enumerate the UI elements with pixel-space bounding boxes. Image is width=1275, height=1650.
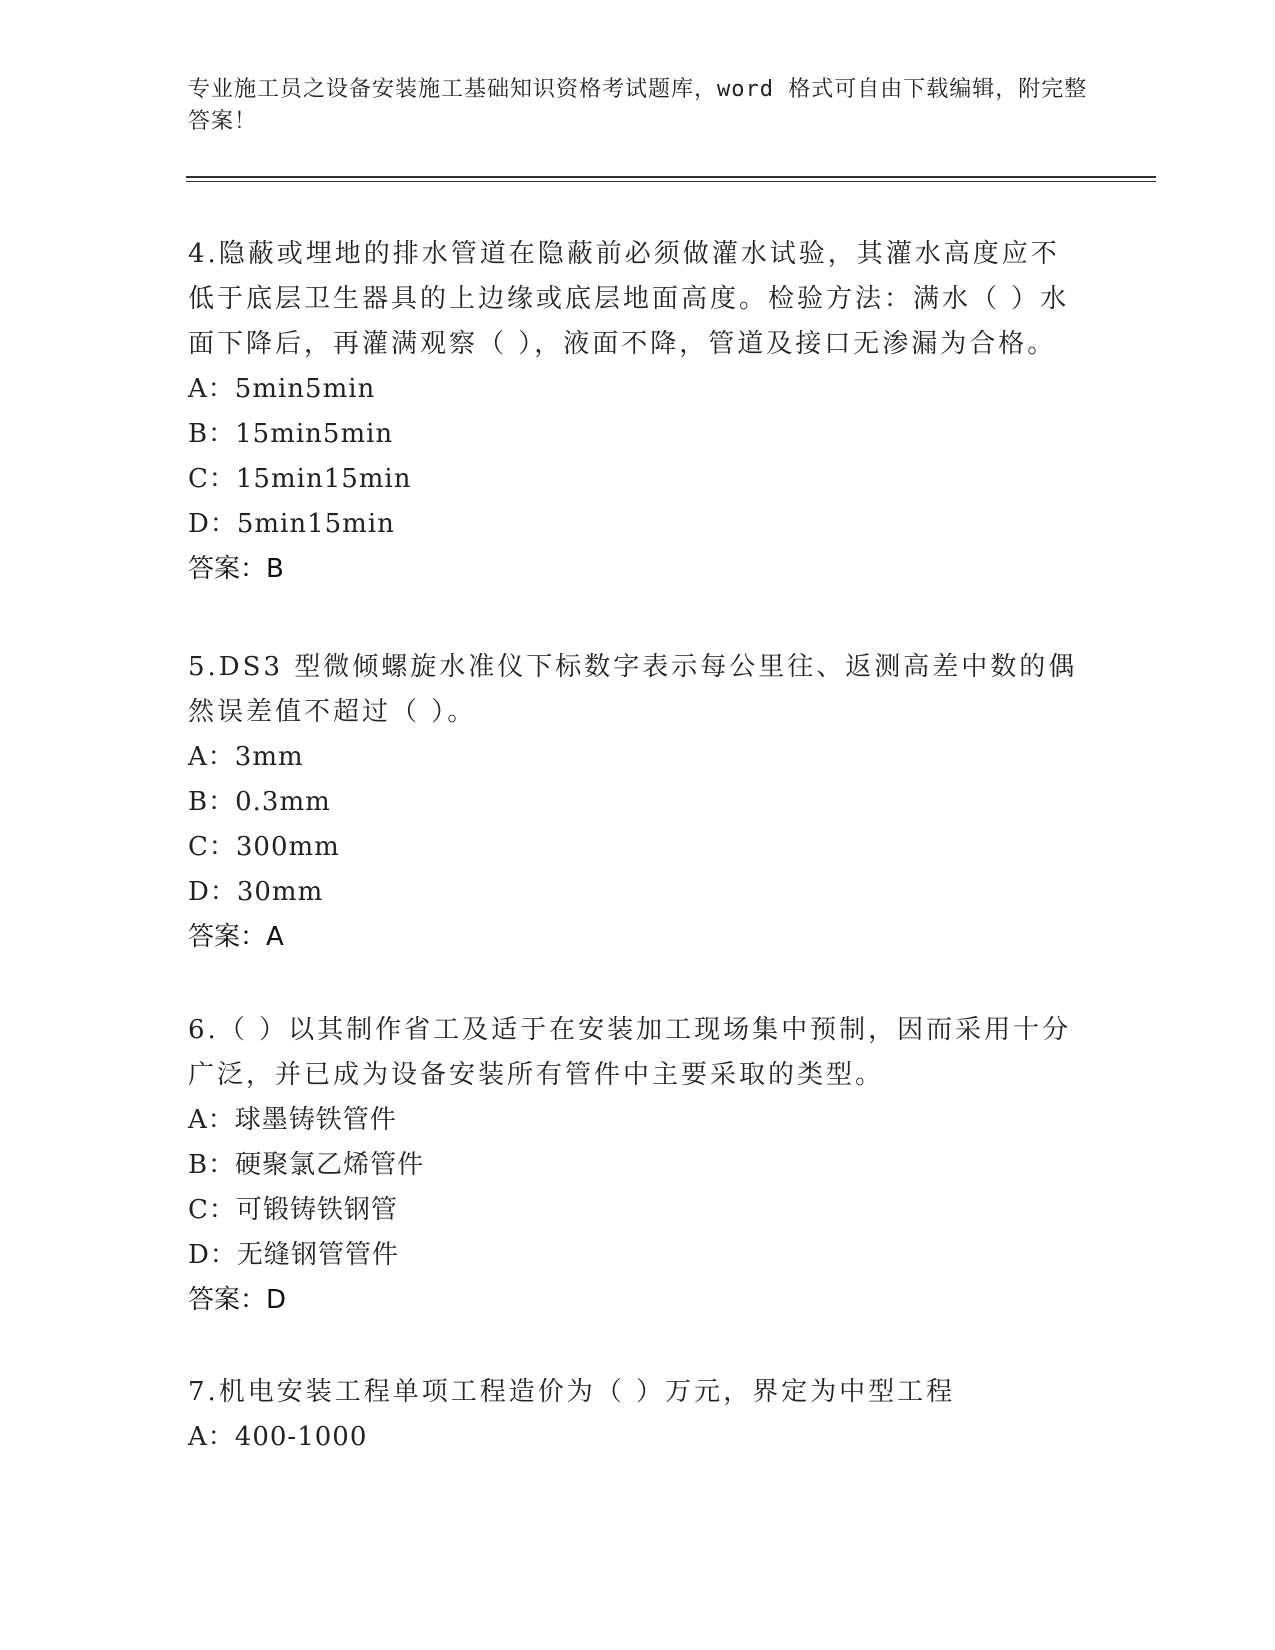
question-stem: 4.隐蔽或埋地的排水管道在隐蔽前必须做灌水试验，其灌水高度应不低于底层卫生器具的上边缘或底层地面高度。检验方法：满水（ ）水面下降后，再灌满观察（ ），液面不降，管道及接口无渗漏为合格。 <box>188 239 1070 359</box>
option-a: A：5min5min <box>188 374 376 404</box>
answer-line: 答案：B <box>188 554 284 584</box>
question-6 <box>188 1008 1088 1323</box>
option-c: C：可锻铸铁钢管 <box>188 1195 398 1225</box>
option-b: B：15min5min <box>188 419 394 449</box>
answer-line: 答案：D <box>188 1285 287 1315</box>
question-7 <box>188 1370 1088 1460</box>
option-d: D：无缝钢管管件 <box>188 1240 399 1270</box>
document-header-text: 专业施工员之设备安装施工基础知识资格考试题库，word 格式可自由下载编辑，附完整答案！ <box>188 77 1088 134</box>
question-stem: 7.机电安装工程单项工程造价为（ ）万元，界定为中型工程 <box>188 1377 956 1407</box>
option-a: A：400-1000 <box>188 1422 368 1452</box>
question-stem: 6.（ ）以其制作省工及适于在安装加工现场集中预制，因而采用十分广泛，并已成为设备安装所有管件中主要采取的类型。 <box>188 1015 1072 1090</box>
option-a: A：球墨铸铁管件 <box>188 1105 397 1135</box>
option-a: A：3mm <box>188 742 304 772</box>
question-4 <box>188 232 1088 592</box>
header-divider <box>186 176 1156 182</box>
question-stem: 5.DS3 型微倾螺旋水准仪下标数字表示每公里往、返测高差中数的偶然误差值不超过（ ）。 <box>188 652 1078 727</box>
option-c: C：300mm <box>188 832 340 862</box>
option-b: B：0.3mm <box>188 787 331 817</box>
answer-line: 答案：A <box>188 922 284 952</box>
question-5 <box>188 645 1088 960</box>
option-c: C：15min15min <box>188 464 412 494</box>
option-b: B：硬聚氯乙烯管件 <box>188 1150 425 1180</box>
option-d: D：5min15min <box>188 509 395 539</box>
option-d: D：30mm <box>188 877 324 907</box>
